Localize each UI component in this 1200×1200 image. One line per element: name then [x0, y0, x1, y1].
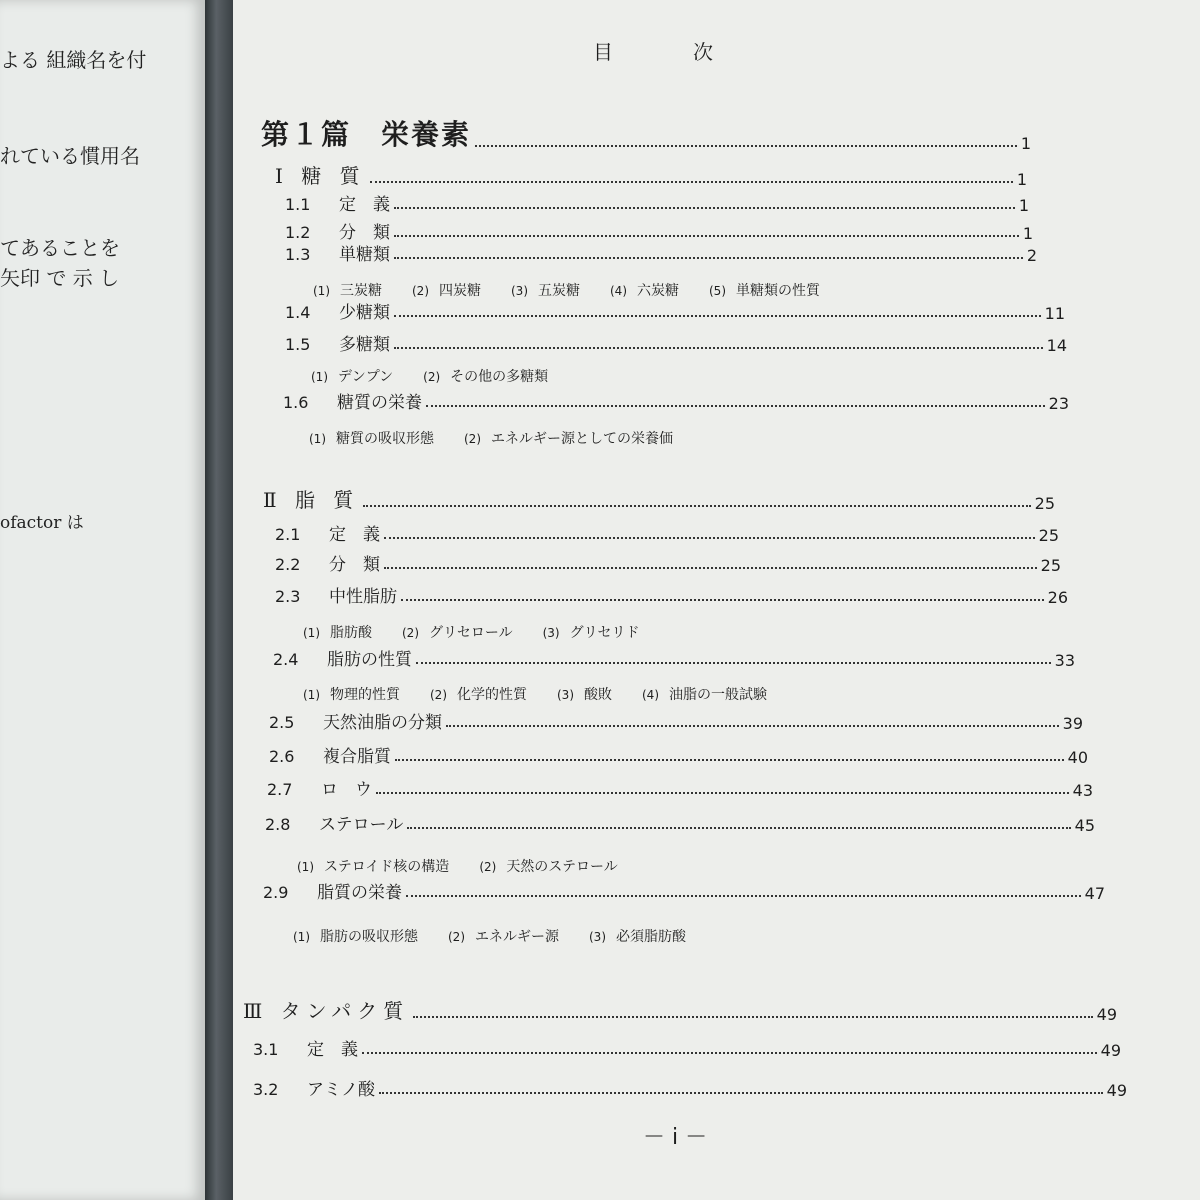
toc-section: [285, 240, 1037, 265]
subsection-list: [297, 856, 618, 876]
dot-leader: [362, 1052, 1097, 1054]
subsection-list: [293, 926, 686, 946]
section-label: 分 類: [339, 223, 390, 243]
toc-page-number: 39: [1062, 714, 1083, 733]
toc-page-number: 25: [1040, 556, 1061, 575]
subsection-item: (2) 化学的性質: [430, 687, 527, 703]
toc-section: [263, 878, 1105, 903]
subsection-item: (3) 五炭糖: [511, 283, 580, 299]
toc-page-number: 47: [1084, 884, 1105, 903]
section-label: 定 義: [339, 195, 390, 215]
toc-part-1: [261, 113, 1031, 153]
section-number: 1.3: [285, 245, 311, 264]
toc-chapter-1: [275, 160, 1027, 189]
left-text-fragment: よる 組織名を付: [0, 48, 147, 72]
dot-leader: [416, 662, 1051, 664]
subsection-list: [313, 280, 820, 300]
section-number: 2.6: [269, 747, 295, 766]
section-number: 2.4: [273, 650, 299, 669]
section-label: 脂肪の性質: [327, 650, 412, 670]
toc-page-number: 25: [1034, 494, 1055, 513]
toc-section: [273, 645, 1075, 670]
dot-leader: [379, 1092, 1103, 1094]
toc-page-number: 1: [1022, 224, 1033, 243]
toc-section: [275, 582, 1068, 607]
toc-page-number: 45: [1074, 816, 1095, 835]
section-label: 少糖類: [339, 303, 390, 323]
toc-section: [283, 388, 1069, 413]
toc-section: [285, 190, 1029, 215]
toc-page-number: 49: [1106, 1081, 1127, 1100]
subsection-list: [311, 366, 548, 386]
section-label: ステロール: [319, 815, 404, 835]
toc-page-number: 26: [1047, 588, 1068, 607]
dot-leader: [475, 145, 1017, 147]
toc-chapter-label: Ⅰ 糖 質: [275, 164, 366, 188]
subsection-item: (3) 酸敗: [557, 687, 612, 703]
toc-section: [269, 708, 1083, 733]
toc-page-number: 1: [1016, 170, 1027, 189]
section-number: 1.1: [285, 195, 311, 214]
subsection-item: (1) デンプン: [311, 369, 394, 385]
subsection-item: (4) 六炭糖: [610, 283, 679, 299]
toc-page-number: 40: [1067, 748, 1088, 767]
section-label: 複合脂質: [323, 747, 391, 767]
dot-leader: [384, 537, 1035, 539]
section-number: 1.4: [285, 303, 311, 322]
section-number: 3.1: [253, 1040, 279, 1059]
page-title: 目 次: [593, 40, 743, 64]
toc-chapter-label: Ⅱ 脂 質: [263, 488, 360, 512]
left-text-fragment: 矢印 で 示 し: [0, 266, 120, 290]
section-number: 2.3: [275, 587, 301, 606]
page-footer: － i －: [643, 1125, 708, 1150]
dot-leader: [401, 599, 1044, 601]
toc-section: [267, 775, 1093, 800]
subsection-list: [303, 622, 639, 642]
subsection-item: (2) 天然のステロール: [479, 859, 618, 875]
dot-leader: [407, 827, 1070, 829]
section-number: 2.9: [263, 883, 289, 902]
section-label: 脂質の栄養: [317, 883, 402, 903]
dot-leader: [413, 1016, 1092, 1018]
toc-page-number: 33: [1054, 651, 1075, 670]
toc-page-number: 11: [1044, 304, 1065, 323]
subsection-list: [309, 428, 673, 448]
section-label: 定 義: [329, 525, 380, 545]
toc-section: [253, 1035, 1121, 1060]
toc-section: [253, 1075, 1127, 1100]
toc-chapter-3: [243, 995, 1117, 1024]
section-label: 分 類: [329, 555, 380, 575]
dot-leader: [384, 567, 1037, 569]
toc-section: [269, 742, 1088, 767]
toc-section: [275, 550, 1061, 575]
left-text-fragment: れている慣用名: [0, 144, 140, 168]
subsection-item: (1) 脂肪酸: [303, 625, 372, 641]
dot-leader: [395, 759, 1064, 761]
subsection-item: (2) その他の多糖類: [423, 369, 549, 385]
toc-page: [233, 0, 1200, 1200]
section-number: 1.6: [283, 393, 309, 412]
section-number: 2.7: [267, 780, 293, 799]
section-label: 糖質の栄養: [337, 393, 422, 413]
dot-leader: [394, 207, 1015, 209]
toc-page-number: 43: [1072, 781, 1093, 800]
subsection-item: (2) 四炭糖: [412, 283, 481, 299]
toc-page-number: 14: [1046, 336, 1067, 355]
subsection-item: (3) グリセリド: [542, 625, 640, 641]
section-number: 2.5: [269, 713, 295, 732]
toc-section: [285, 330, 1067, 355]
dot-leader: [394, 257, 1023, 259]
subsection-item: (1) 脂肪の吸収形態: [293, 929, 418, 945]
section-number: 2.1: [275, 525, 301, 544]
subsection-item: (2) エネルギー源としての栄養価: [464, 431, 673, 447]
toc-page-number: 1: [1018, 196, 1029, 215]
toc-section: [265, 810, 1095, 835]
toc-chapter-2: [263, 484, 1055, 513]
dot-leader: [446, 725, 1059, 727]
left-text-fragment: てあることを: [0, 236, 120, 260]
section-number: 2.2: [275, 555, 301, 574]
toc-page-number: 23: [1048, 394, 1069, 413]
subsection-item: (5) 単糖類の性質: [709, 283, 820, 299]
left-page: [0, 0, 205, 1200]
dot-leader: [376, 792, 1069, 794]
subsection-item: (2) エネルギー源: [448, 929, 559, 945]
left-text-fragment: ofactor は: [0, 513, 84, 533]
toc-chapter-label: Ⅲ タンパク質: [243, 999, 410, 1023]
subsection-item: (1) 糖質の吸収形態: [309, 431, 434, 447]
toc-section: [275, 520, 1059, 545]
section-label: アミノ酸: [307, 1080, 375, 1100]
subsection-item: (1) 物理的性質: [303, 687, 400, 703]
subsection-item: (2) グリセロール: [402, 625, 513, 641]
dot-leader: [406, 895, 1081, 897]
toc-part-label: 第１篇 栄養素: [261, 118, 472, 151]
section-label: 単糖類: [339, 245, 390, 265]
section-number: 1.2: [285, 223, 311, 242]
section-label: 定 義: [307, 1040, 358, 1060]
toc-section: [285, 298, 1065, 323]
toc-page-number: 49: [1100, 1041, 1121, 1060]
section-label: 中性脂肪: [329, 587, 397, 607]
section-number: 3.2: [253, 1080, 279, 1099]
page-gutter: [205, 0, 233, 1200]
subsection-item: (4) 油脂の一般試験: [642, 687, 767, 703]
section-number: 1.5: [285, 335, 311, 354]
toc-page-number: 1: [1020, 134, 1031, 153]
toc-page-number: 25: [1038, 526, 1059, 545]
subsection-list: [303, 684, 767, 704]
section-label: 天然油脂の分類: [323, 713, 442, 733]
dot-leader: [394, 347, 1043, 349]
dot-leader: [394, 315, 1041, 317]
section-label: 多糖類: [339, 335, 390, 355]
dot-leader: [363, 505, 1030, 507]
subsection-item: (1) 三炭糖: [313, 283, 382, 299]
toc-page-number: 49: [1096, 1005, 1117, 1024]
section-number: 2.8: [265, 815, 291, 834]
section-label: ロ ウ: [321, 780, 372, 800]
subsection-item: (3) 必須脂肪酸: [589, 929, 686, 945]
dot-leader: [394, 235, 1019, 237]
toc-page-number: 2: [1026, 246, 1037, 265]
subsection-item: (1) ステロイド核の構造: [297, 859, 450, 875]
dot-leader: [426, 405, 1045, 407]
dot-leader: [370, 181, 1013, 183]
